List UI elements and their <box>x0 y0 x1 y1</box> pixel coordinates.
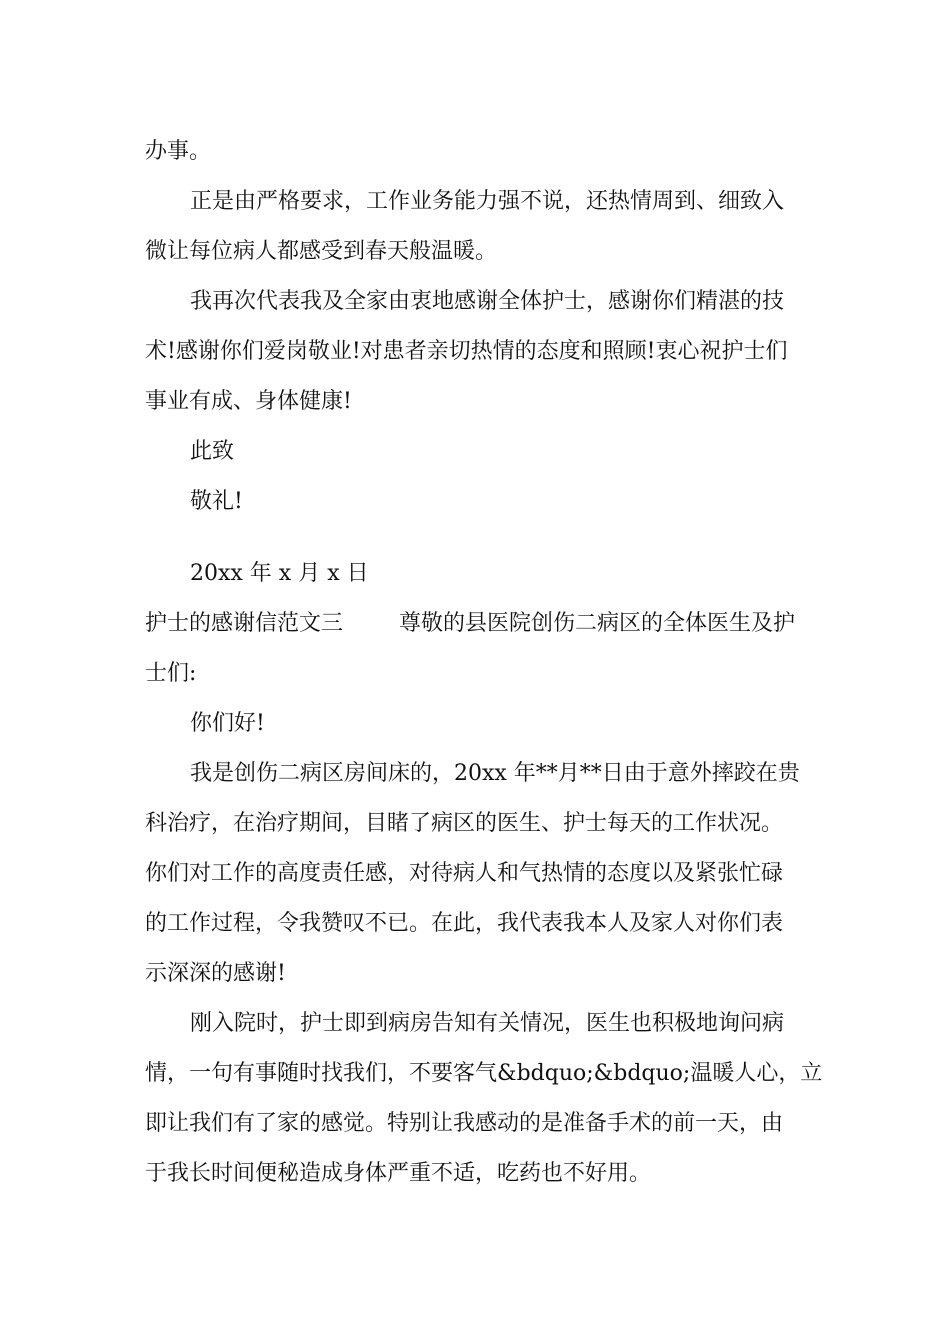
paragraph-line: 我是创伤二病区房间床的，20xx 年**月**日由于意外摔跤在贵 <box>190 761 800 786</box>
paragraph-line: 我再次代表我及全家由衷地感谢全体护士，感谢你们精湛的技 <box>190 289 785 314</box>
paragraph-line: 即让我们有了家的感觉。特别让我感动的是准备手术的前一天，由 <box>145 1111 784 1136</box>
paragraph-line: 的工作过程，令我赞叹不已。在此，我代表我本人及家人对你们表 <box>145 911 784 936</box>
paragraph-line: 于我长时间便秘造成身体严重不适，吃药也不好用。 <box>145 1161 652 1186</box>
paragraph-line: 你们对工作的高度责任感，对待病人和气热情的态度以及紧张忙碌 <box>145 861 784 886</box>
paragraph-line: 情，一句有事随时找我们，不要客气&bdquo;&bdquo;温暖人心，立 <box>145 1061 823 1086</box>
paragraph-line: 正是由严格要求，工作业务能力强不说，还热情周到、细致入 <box>190 189 785 214</box>
heading-line: 护士的感谢信范文三 尊敬的县医院创伤二病区的全体医生及护 <box>145 611 795 636</box>
paragraph-line: 微让每位病人都感受到春天般温暖。 <box>145 239 498 264</box>
paragraph-line: 事业有成、身体健康! <box>145 389 352 414</box>
greeting-line: 你们好! <box>190 711 265 736</box>
letter-three-section <box>145 549 823 1199</box>
paragraph-line: 科治疗，在治疗期间，目睹了病区的医生、护士每天的工作状况。 <box>145 811 784 836</box>
paragraph-line: 士们: <box>145 661 197 686</box>
date-line: 20xx 年 x 月 x 日 <box>190 561 369 586</box>
paragraph-line: 办事。 <box>145 139 212 164</box>
salutation-line: 此致 <box>190 439 235 464</box>
paragraph-line: 术!感谢你们爱岗敬业!对患者亲切热情的态度和照顾!衷心祝护士们 <box>145 339 788 364</box>
paragraph-line: 刚入院时，护士即到病房告知有关情况，医生也积极地询问病 <box>190 1011 785 1036</box>
letter-closing-section <box>145 127 805 527</box>
salutation-line: 敬礼! <box>190 489 243 514</box>
paragraph-line: 示深深的感谢! <box>145 961 286 986</box>
